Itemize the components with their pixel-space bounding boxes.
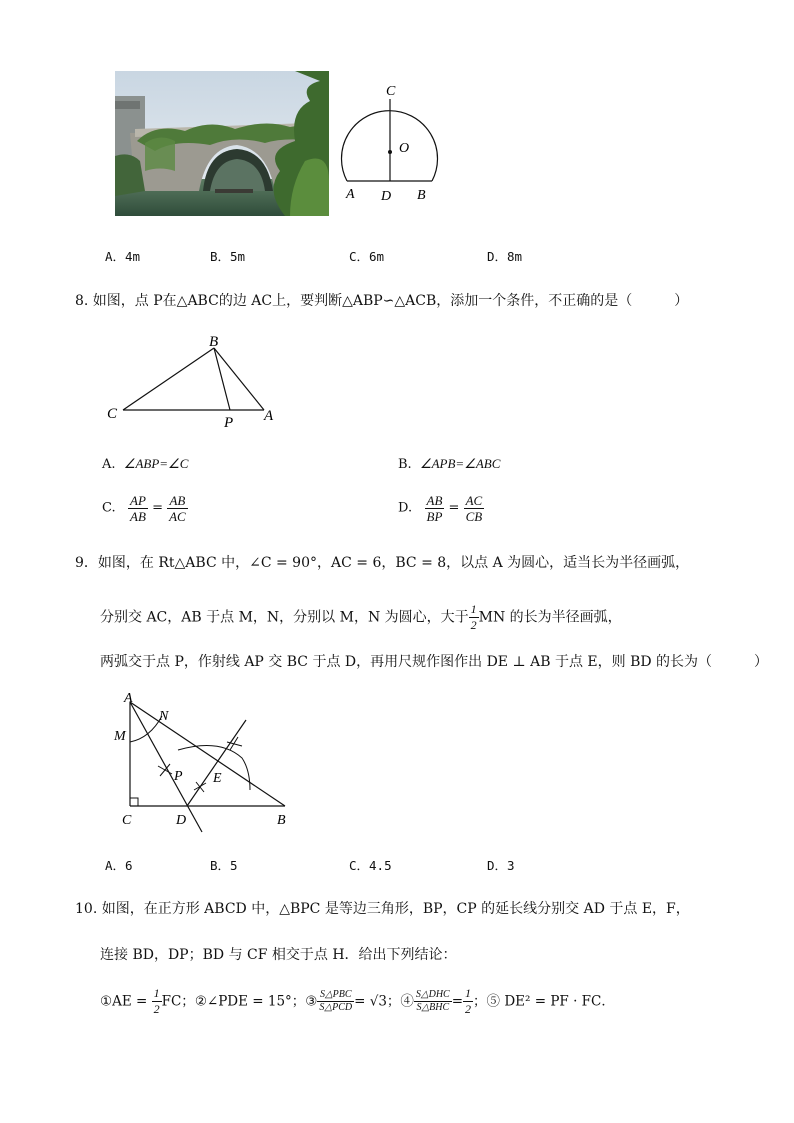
q9-line-3: 两弧交于点 P，作射线 AP 交 BC 于点 D，再用尺规作图作出 DE ⊥ AB 于点 E，则 BD 的长为（ ） [100, 654, 769, 670]
q8-triangle-figure [103, 332, 283, 432]
bridge-photo [115, 71, 329, 216]
q8-label-C: C [107, 406, 118, 422]
q9-construction-figure [110, 690, 300, 840]
q8-label-B: B [209, 334, 219, 350]
q8-option-c: C. $\frac{AP}{AB}$ = $\frac{AB}{AC}$ [102, 493, 186, 524]
q9-label-C: C [122, 813, 132, 828]
q9-line-1: 9．如图，在 Rt△ABC 中，∠C = 90°，AC = 6，BC = 8，以点 A 为圆心，适当长为半径画弧， [75, 555, 690, 571]
q9-option-c: C．4.5 [349, 858, 392, 873]
q10-conclusions: ①AE = $\frac{1}{2}$ FC；②∠PDE = 15°；③ $\frac{\text{S△PBC}}{\text{S△PCD}}$ = √3；④ $\frac{\text{S△DHC}}{\text{S△BHC}}$ = $\frac{1}{2}$ ；⑤ DE² = PF · FC． [100, 986, 615, 1016]
q8-stem: 8. 如图，点 P在△ABC的边 AC上，要判断△ABP∽△ACB，添加一个条件，不正确的是（ ） [75, 293, 689, 309]
q9-line-2: 分别交 AC，AB 于点 M，N，分别以 M，N 为圆心，大于 $\frac{1}{2}$ MN 的长为半径画弧， [100, 602, 622, 632]
q10-line-1: 10. 如图，在正方形 ABCD 中，△BPC 是等边三角形，BP，CP 的延长线分别交 AD 于点 E，F， [75, 901, 690, 917]
q7-option-d: D．8m [487, 249, 523, 264]
q9-option-b: B．5 [210, 858, 238, 873]
q9-label-D: D [176, 813, 187, 828]
q10-line-2: 连接 BD，DP；BD 与 CF 相交于点 H．给出下列结论： [100, 947, 457, 963]
q9-label-M: M [114, 729, 126, 744]
label-D: D [381, 189, 392, 204]
q8-label-A: A [264, 408, 274, 424]
q9-option-d: D．3 [487, 858, 515, 873]
q8-option-d: D. $\frac{AB}{BP}$ = $\frac{AC}{CB}$ [398, 493, 483, 524]
q9-label-N: N [159, 709, 169, 724]
q7-option-c: C．6m [349, 249, 385, 264]
q9-option-a: A．6 [105, 858, 133, 873]
q9-label-E: E [213, 771, 222, 786]
label-C: C [386, 84, 396, 99]
label-O: O [399, 141, 410, 156]
q8-option-b: B. ∠APB=∠ABC [398, 456, 501, 472]
label-B: B [417, 188, 426, 203]
q7-option-a: A．4m [105, 249, 141, 264]
q7-option-b: B．5m [210, 249, 246, 264]
q9-label-B: B [277, 813, 286, 828]
center-O-dot [388, 150, 392, 154]
q9-label-P: P [174, 769, 183, 784]
q8-label-P: P [224, 415, 234, 431]
label-A: A [346, 187, 355, 202]
q8-option-a: A. ∠ABP=∠C [102, 456, 189, 472]
arch-diagram [333, 78, 448, 206]
q9-label-A: A [124, 691, 133, 706]
